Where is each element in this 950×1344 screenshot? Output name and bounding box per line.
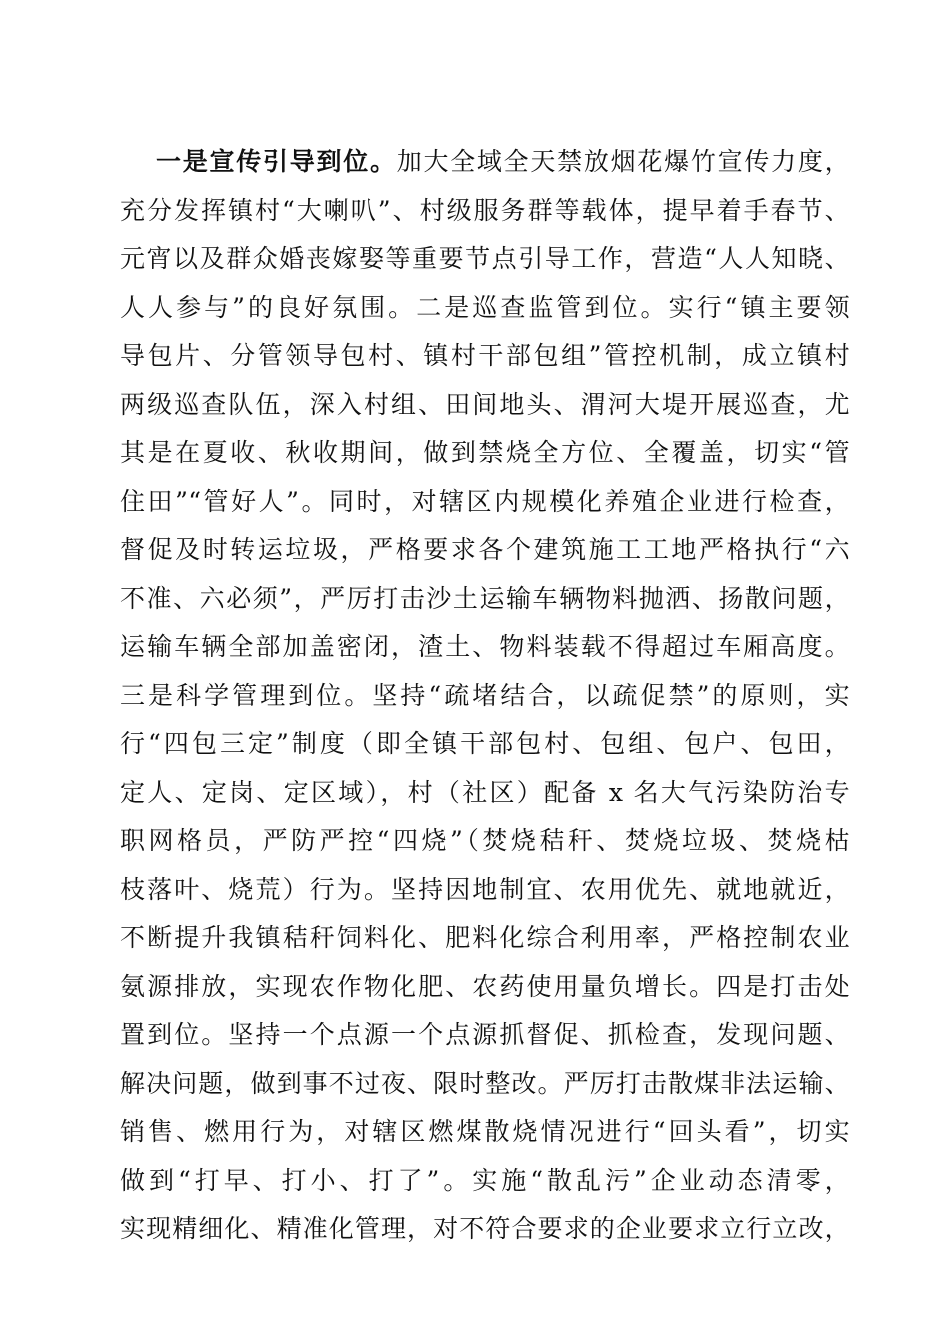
text-line: 销售、燃用行为，对辖区燃煤散烧情况进行“回头看”，切实 <box>120 1117 850 1146</box>
section-lead: 一是宣传引导到位。 <box>156 147 397 176</box>
text-line: 充分发挥镇村“大喇叭”、村级服务群等载体，提早着手春节、 <box>120 195 850 225</box>
text-line: 氨源排放，实现农作物化肥、农药使用量负增长。四是打击处 <box>120 971 850 1001</box>
text-line: 定人、定岗、定区域），村（社区）配备 x 名大气污染防治专 <box>120 777 850 807</box>
text-line: 一是宣传引导到位。加大全域全天禁放烟花爆竹宣传力度， <box>156 147 850 176</box>
text-line: 职网格员，严防严控“四烧”（焚烧秸秆、焚烧垃圾、焚烧枯 <box>120 826 850 855</box>
text-line: 不断提升我镇秸秆饲料化、肥料化综合利用率，严格控制农业 <box>120 923 850 952</box>
text-line: 其是在夏收、秋收期间，做到禁烧全方位、全覆盖，切实“管 <box>120 438 850 467</box>
text-line: 三是科学管理到位。坚持“疏堵结合，以疏促禁”的原则，实 <box>120 680 850 710</box>
text-line: 元宵以及群众婚丧嫁娶等重要节点引导工作，营造“人人知晓、 <box>120 244 850 273</box>
text-line: 做到“打早、打小、打了”。实施“散乱污”企业动态清零， <box>120 1165 850 1195</box>
text-line: 两级巡查队伍，深入村组、田间地头、渭河大堤开展巡查，尤 <box>120 389 850 419</box>
body-paragraph <box>120 138 850 1254</box>
text-line: 实现精细化、精准化管理，对不符合要求的企业要求立行立改， <box>120 1214 850 1243</box>
text-line: 人人参与”的良好氛围。二是巡查监管到位。实行“镇主要领 <box>120 292 850 322</box>
text-line: 运输车辆全部加盖密闭，渣土、物料装载不得超过车厢高度。 <box>120 632 850 661</box>
text-line: 导包片、分管领导包村、镇村干部包组”管控机制，成立镇村 <box>120 341 850 370</box>
text-line: 行“四包三定”制度（即全镇干部包村、包组、包户、包田， <box>120 729 850 758</box>
text-line: 督促及时转运垃圾，严格要求各个建筑施工工地严格执行“六 <box>120 535 850 564</box>
text-line: 枝落叶、烧荒）行为。坚持因地制宜、农用优先、就地就近， <box>120 874 850 904</box>
text-line: 住田”“管好人”。同时，对辖区内规模化养殖企业进行检查， <box>120 486 850 516</box>
text-line: 解决问题，做到事不过夜、限时整改。严厉打击散煤非法运输、 <box>120 1068 850 1098</box>
text-line: 不准、六必须”，严厉打击沙土运输车辆物料抛洒、扬散问题， <box>120 583 850 613</box>
text-line: 置到位。坚持一个点源一个点源抓督促、抓检查，发现问题、 <box>120 1020 850 1049</box>
